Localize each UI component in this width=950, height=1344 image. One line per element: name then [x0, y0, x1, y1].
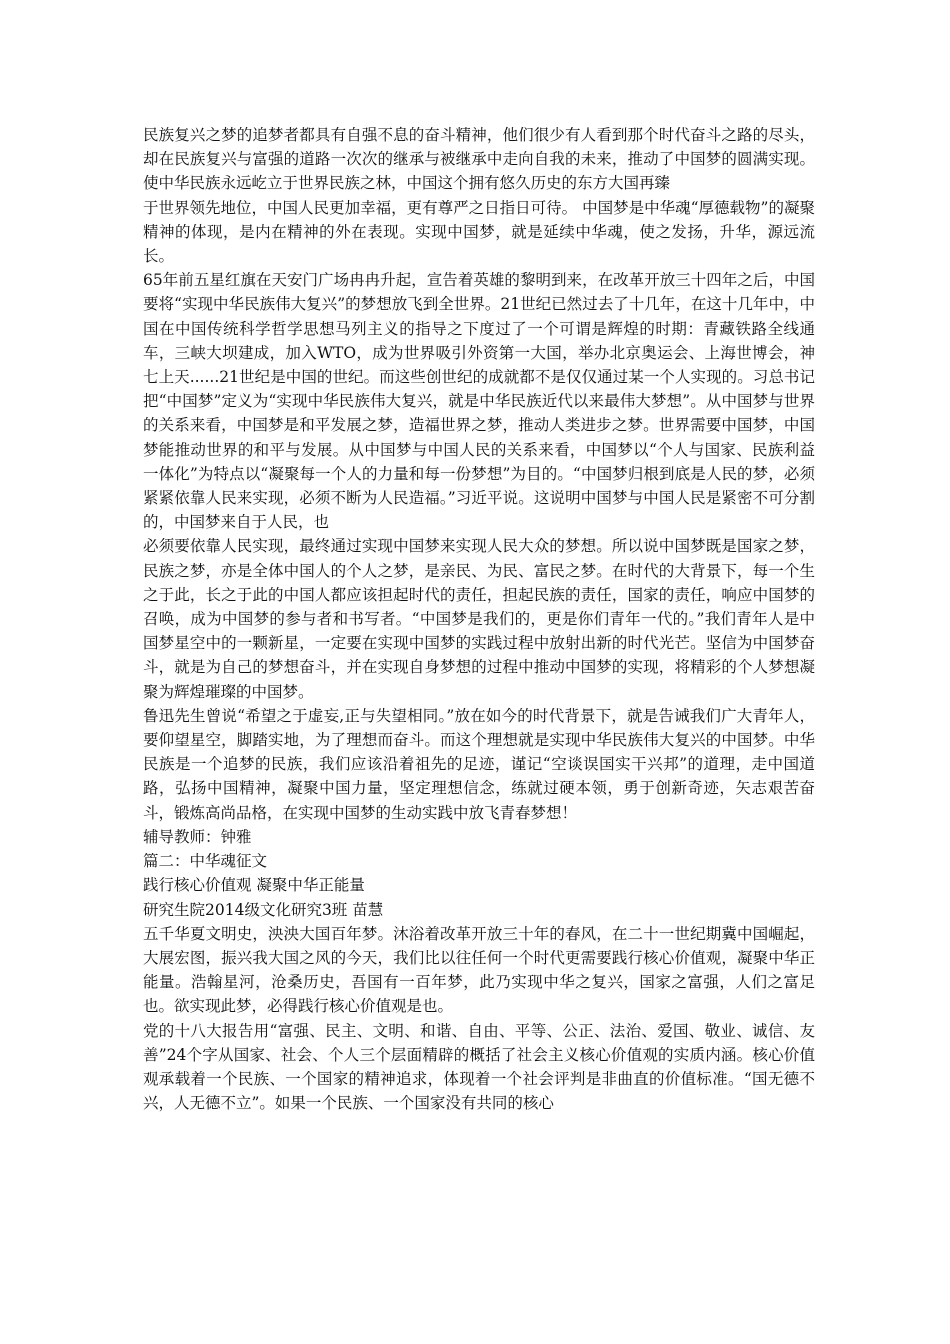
paragraph-rely-on-people: 必须要依靠人民实现，最终通过实现中国梦来实现人民大众的梦想。所以说中国梦既是国家之梦，民族之梦，亦是全体中国人的个人之梦，是亲民、为民、富民之梦。在时代的大背景下，每一个生之于此，长之于此的中国人都应该担起时代的责任，担起民族的责任，国家的责任，响应中国梦的召唤，成为中国梦的参与者和书写者。“中国梦是我们的，更是你们青年一代的。”我们青年人是中国梦星空中的一颗新星，一定要在实现中国梦的实践过程中放射出新的时代光芒。坚信为中国梦奋斗，就是为自己的梦想奋斗，并在实现自身梦想的过程中推动中国梦的实现，将精彩的个人梦想凝聚为辉煌璀璨的中国梦。: [143, 537, 815, 701]
paragraph-dream-pursuers: 民族复兴之梦的追梦者都具有自强不息的奋斗精神，他们很少有人看到那个时代奋斗之路的尽头，却在民族复兴与富强的道路一次次的继承与被继承中走向自我的未来，推动了中国梦的圆满实现。使中华民族永远屹立于世界民族之林，中国这个拥有悠久历史的东方大国再臻: [143, 126, 815, 193]
section-heading: 篇二：中华魂征文: [143, 852, 268, 871]
paragraph-lu-xun: 鲁迅先生曾说“希望之于虚妄,正与失望相同。”放在如今的时代背景下，就是告诫我们广大青年人，要仰望星空，脚踏实地，为了理想而奋斗。而这个理想就是实现中华民族伟大复兴的中国梦。中华民族是一个追梦的民族，我们应该沿着祖先的足迹，谨记“空谈误国实干兴邦”的道理，走中国道路，弘扬中国精神，凝聚中国力量，坚定理想信念，练就过硬本领，勇于创新奇迹，矢志艰苦奋斗，锻炼高尚品格，在实现中国梦的生动实践中放飞青春梦想！: [143, 706, 815, 822]
advisor-line: 辅导教师：钟雅: [143, 827, 252, 846]
paragraph-five-thousand-years: 五千华夏文明史，泱泱大国百年梦。沐浴着改革开放三十年的春风，在二十一世纪期冀中国崛起，大展宏图，振兴我大国之风的今天，我们比以往任何一个时代更需要践行核心价值观，凝聚中华正能量。浩翰星河，沧桑历史，吾国有一百年梦，此乃实现中华之复兴，国家之富强，人们之富足也。欲实现此梦，必得践行核心价值观是也。: [143, 924, 815, 1016]
author-line: 研究生院2014级文化研究3班 苗慧: [143, 900, 384, 919]
essay-title: 践行核心价值观 凝聚中华正能量: [143, 876, 365, 895]
paragraph-65-years: 65年前五星红旗在天安门广场冉冉升起，宣告着英雄的黎明到来，在改革开放三十四年之后，中国要将“实现中华民族伟大复兴”的梦想放飞到全世界。21世纪已然过去了十几年，在这十几年中，中国在中国传统科学哲学思想马列主义的指导之下度过了一个可谓是辉煌的时期：青藏铁路全线通车，三峡大坝建成，加入WTO，成为世界吸引外资第一大国，举办北京奥运会、上海世博会，神七上天......21世纪是中国的世纪。而这些创世纪的成就都不是仅仅通过某一个人实现的。习总书记把“中国梦”定义为“实现中华民族伟大复兴，就是中华民族近代以来最伟大梦想”。从中国梦与世界的关系来看，中国梦是和平发展之梦，造福世界之梦，推动人类进步之梦。世界需要中国梦，中国梦能推动世界的和平与发展。从中国梦与中国人民的关系来看，中国梦以“个人与国家、民族利益一体化”为特点以“凝聚每一个人的力量和每一份梦想”为目的。“中国梦归根到底是人民的梦，必须紧紧依靠人民来实现，必须不断为人民造福。”习近平说。这说明中国梦与中国人民是紧密不可分割的，中国梦来自于人民，也: [143, 271, 815, 532]
paragraph-eighteenth-congress: 党的十八大报告用“富强、民主、文明、和谐、自由、平等、公正、法治、爱国、敬业、诚信、友善”24个字从国家、社会、个人三个层面精辟的概括了社会主义核心价值观的实质内涵。核心价值观承载着一个民族、一个国家的精神追求，体现着一个社会评判是非曲直的价值标准。“国无德不兴，人无德不立”。如果一个民族、一个国家没有共同的核心: [143, 1021, 815, 1113]
paragraph-world-leading: 于世界领先地位，中国人民更加幸福，更有尊严之日指日可待。 中国梦是中华魂“厚德载物”的凝聚精神的体现，是内在精神的外在表现。实现中国梦，就是延续中华魂，使之发扬，升华，源远流长。: [143, 198, 815, 266]
document-page: [143, 123, 815, 1115]
